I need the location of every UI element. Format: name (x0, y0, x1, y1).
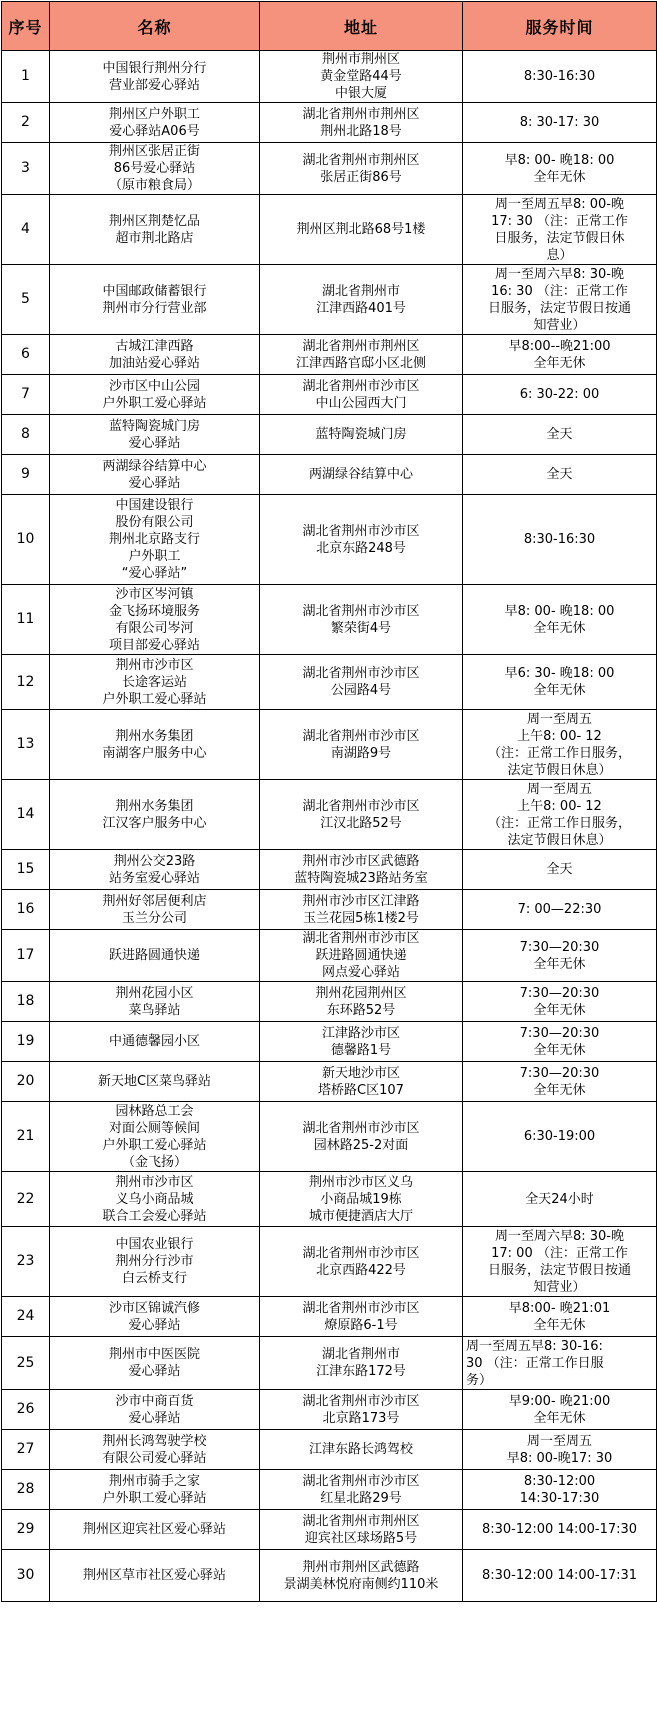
table-row (2, 1430, 657, 1470)
cell-seq: 23 (2, 1227, 50, 1297)
cell-hours: 早8:00- 晚21:01 全年无休 (463, 1297, 657, 1337)
cell-hours: 7:30—20:30 全年无休 (463, 1022, 657, 1062)
cell-seq: 7 (2, 375, 50, 415)
cell-name: 新天地C区菜鸟驿站 (50, 1062, 260, 1102)
table-row (2, 1022, 657, 1062)
cell-hours: 全天 (463, 415, 657, 455)
cell-seq: 10 (2, 495, 50, 585)
table-row (2, 1337, 657, 1390)
cell-hours: 6: 30-22: 00 (463, 375, 657, 415)
cell-address: 湖北省荆州市沙市区 江汉北路52号 (260, 780, 463, 850)
cell-seq: 18 (2, 982, 50, 1022)
table-row (2, 495, 657, 585)
cell-name: 荆州好邻居便利店 玉兰分公司 (50, 890, 260, 930)
table-row (2, 1062, 657, 1102)
cell-seq: 15 (2, 850, 50, 890)
cell-seq: 14 (2, 780, 50, 850)
cell-name: 古城江津西路 加油站爱心驿站 (50, 335, 260, 375)
column-header-name: 名称 (50, 2, 260, 51)
cell-name: 荆州水务集团 江汉客户服务中心 (50, 780, 260, 850)
cell-address: 湖北省荆州市 江津西路401号 (260, 265, 463, 335)
cell-hours: 周一至周五早8: 30-16: 30 （注：正常工作日服 务） (463, 1337, 657, 1390)
cell-hours: 7:30—20:30 全年无休 (463, 1062, 657, 1102)
cell-hours: 周一至周五 早8: 00-晚17: 30 (463, 1430, 657, 1470)
cell-seq: 1 (2, 51, 50, 103)
cell-hours: 周一至周五 上午8: 00- 12 （注：正常工作日服务， 法定节假日休息） (463, 710, 657, 780)
cell-address: 荆州市荆州区 黄金堂路44号 中银大厦 (260, 51, 463, 103)
cell-name: 荆州市中医医院 爱心驿站 (50, 1337, 260, 1390)
cell-seq: 11 (2, 585, 50, 655)
cell-seq: 6 (2, 335, 50, 375)
cell-seq: 20 (2, 1062, 50, 1102)
cell-hours: 7: 00—22:30 (463, 890, 657, 930)
table-row (2, 51, 657, 103)
cell-seq: 26 (2, 1390, 50, 1430)
table-row (2, 1390, 657, 1430)
cell-hours: 8:30-16:30 (463, 51, 657, 103)
table-row (2, 265, 657, 335)
table-row (2, 930, 657, 982)
table-row (2, 1227, 657, 1297)
cell-hours: 8:30-16:30 (463, 495, 657, 585)
cell-name: 园林路总工会 对面公厕等候间 户外职工爱心驿站 （金飞扬） (50, 1102, 260, 1172)
table-row (2, 1510, 657, 1550)
cell-address: 荆州花园荆州区 东环路52号 (260, 982, 463, 1022)
cell-hours: 8:30-12:00 14:00-17:30 (463, 1510, 657, 1550)
cell-seq: 29 (2, 1510, 50, 1550)
cell-address: 湖北省荆州市荆州区 江津西路官邸小区北侧 (260, 335, 463, 375)
cell-address: 新天地沙市区 塔桥路C区107 (260, 1062, 463, 1102)
cell-hours: 周一至周五 上午8: 00- 12 （注：正常工作日服务， 法定节假日休息） (463, 780, 657, 850)
cell-name: 跃进路圆通快递 (50, 930, 260, 982)
table-row (2, 375, 657, 415)
cell-seq: 9 (2, 455, 50, 495)
cell-seq: 13 (2, 710, 50, 780)
cell-address: 湖北省荆州市沙市区 北京西路422号 (260, 1227, 463, 1297)
service-station-table (1, 1, 657, 1602)
cell-name: 中国邮政储蓄银行 荆州市分行营业部 (50, 265, 260, 335)
cell-address: 湖北省荆州市沙市区 南湖路9号 (260, 710, 463, 780)
cell-hours: 早8: 00- 晚18: 00 全年无休 (463, 585, 657, 655)
cell-address: 江津路沙市区 德馨路1号 (260, 1022, 463, 1062)
cell-address: 江津东路长鸿驾校 (260, 1430, 463, 1470)
cell-hours: 早9:00- 晚21:00 全年无休 (463, 1390, 657, 1430)
cell-seq: 30 (2, 1550, 50, 1602)
cell-name: 荆州市沙市区 义乌小商品城 联合工会爱心驿站 (50, 1172, 260, 1227)
cell-hours: 早8: 00- 晚18: 00 全年无休 (463, 143, 657, 195)
cell-name: 沙市区锦诚汽修 爱心驿站 (50, 1297, 260, 1337)
cell-address: 荆州市沙市区义乌 小商品城19栋 城市便捷酒店大厅 (260, 1172, 463, 1227)
cell-address: 湖北省荆州市沙市区 园林路25-2对面 (260, 1102, 463, 1172)
table-row (2, 982, 657, 1022)
table-row (2, 103, 657, 143)
cell-seq: 25 (2, 1337, 50, 1390)
table-row (2, 415, 657, 455)
cell-name: 两湖绿谷结算中心 爱心驿站 (50, 455, 260, 495)
table-header-row (2, 2, 657, 51)
cell-hours: 全天24小时 (463, 1172, 657, 1227)
table-row (2, 710, 657, 780)
cell-seq: 21 (2, 1102, 50, 1172)
cell-seq: 8 (2, 415, 50, 455)
cell-name: 蓝特陶瓷城门房 爱心驿站 (50, 415, 260, 455)
cell-hours: 早6: 30- 晚18: 00 全年无休 (463, 655, 657, 710)
cell-address: 蓝特陶瓷城门房 (260, 415, 463, 455)
cell-seq: 12 (2, 655, 50, 710)
table-row (2, 585, 657, 655)
cell-name: 沙市区中山公园 户外职工爱心驿站 (50, 375, 260, 415)
table-row (2, 1550, 657, 1602)
cell-name: 中国建设银行 股份有限公司 荆州北京路支行 户外职工 “爱心驿站” (50, 495, 260, 585)
cell-address: 湖北省荆州市荆州区 张居正街86号 (260, 143, 463, 195)
cell-hours: 8:30-12:00 14:00-17:31 (463, 1550, 657, 1602)
cell-seq: 19 (2, 1022, 50, 1062)
cell-hours: 6:30-19:00 (463, 1102, 657, 1172)
cell-name: 荆州区荆楚忆品 超市荆北路店 (50, 195, 260, 265)
cell-hours: 早8:00--晚21:00 全年无休 (463, 335, 657, 375)
table-row (2, 1102, 657, 1172)
cell-name: 荆州公交23路 站务室爱心驿站 (50, 850, 260, 890)
cell-hours: 周一至周五早8: 00-晚 17: 30 （注：正常工作 日服务，法定节假日休 息） (463, 195, 657, 265)
table-row (2, 1470, 657, 1510)
table-row (2, 143, 657, 195)
cell-name: 荆州区草市社区爱心驿站 (50, 1550, 260, 1602)
column-header-seq: 序号 (2, 2, 50, 51)
cell-name: 荆州长鸿驾驶学校 有限公司爱心驿站 (50, 1430, 260, 1470)
cell-address: 荆州市沙市区江津路 玉兰花园5栋1楼2号 (260, 890, 463, 930)
cell-seq: 3 (2, 143, 50, 195)
cell-address: 湖北省荆州市 江津东路172号 (260, 1337, 463, 1390)
cell-address: 湖北省荆州市沙市区 公园路4号 (260, 655, 463, 710)
cell-name: 中通德馨园小区 (50, 1022, 260, 1062)
cell-hours: 周一至周六早8: 30-晚 17: 00 （注：正常工作 日服务，法定节假日按通 知营业） (463, 1227, 657, 1297)
cell-address: 湖北省荆州市沙市区 北京路173号 (260, 1390, 463, 1430)
cell-name: 荆州花园小区 菜鸟驿站 (50, 982, 260, 1022)
cell-name: 中国银行荆州分行 营业部爱心驿站 (50, 51, 260, 103)
cell-address: 湖北省荆州市沙市区 燎原路6-1号 (260, 1297, 463, 1337)
table-row (2, 890, 657, 930)
cell-seq: 5 (2, 265, 50, 335)
cell-address: 湖北省荆州市沙市区 跃进路圆通快递 网点爱心驿站 (260, 930, 463, 982)
cell-address: 荆州市荆州区武德路 景湖美林悦府南侧约110米 (260, 1550, 463, 1602)
cell-name: 荆州水务集团 南湖客户服务中心 (50, 710, 260, 780)
column-header-address: 地址 (260, 2, 463, 51)
cell-name: 荆州区张居正街 86号爱心驿站 （原市粮食局） (50, 143, 260, 195)
cell-hours: 7:30—20:30 全年无休 (463, 930, 657, 982)
cell-seq: 17 (2, 930, 50, 982)
column-header-hours: 服务时间 (463, 2, 657, 51)
cell-address: 荆州市沙市区武德路 蓝特陶瓷城23路站务室 (260, 850, 463, 890)
cell-hours: 全天 (463, 850, 657, 890)
cell-hours: 8:30-12:00 14:30-17:30 (463, 1470, 657, 1510)
table-row (2, 850, 657, 890)
cell-name: 沙市中商百货 爱心驿站 (50, 1390, 260, 1430)
cell-seq: 2 (2, 103, 50, 143)
table-row (2, 335, 657, 375)
cell-seq: 24 (2, 1297, 50, 1337)
cell-address: 湖北省荆州市荆州区 荆州北路18号 (260, 103, 463, 143)
table-row (2, 1172, 657, 1227)
cell-seq: 4 (2, 195, 50, 265)
table-row (2, 455, 657, 495)
cell-hours: 8: 30-17: 30 (463, 103, 657, 143)
cell-seq: 22 (2, 1172, 50, 1227)
cell-address: 湖北省荆州市沙市区 中山公园西大门 (260, 375, 463, 415)
cell-address: 湖北省荆州市荆州区 迎宾社区球场路5号 (260, 1510, 463, 1550)
table-row (2, 1297, 657, 1337)
cell-name: 荆州区户外职工 爱心驿站A06号 (50, 103, 260, 143)
cell-name: 沙市区岑河镇 金飞扬环境服务 有限公司岑河 项目部爱心驿站 (50, 585, 260, 655)
cell-address: 湖北省荆州市沙市区 北京东路248号 (260, 495, 463, 585)
cell-seq: 27 (2, 1430, 50, 1470)
table-row (2, 780, 657, 850)
cell-seq: 28 (2, 1470, 50, 1510)
cell-name: 荆州市骑手之家 户外职工爱心驿站 (50, 1470, 260, 1510)
table-row (2, 655, 657, 710)
cell-hours: 周一至周六早8: 30-晚 16: 30 （注：正常工作 日服务，法定节假日按通 知营业） (463, 265, 657, 335)
cell-address: 荆州区荆北路68号1楼 (260, 195, 463, 265)
cell-address: 湖北省荆州市沙市区 红星北路29号 (260, 1470, 463, 1510)
cell-hours: 7:30—20:30 全年无休 (463, 982, 657, 1022)
cell-hours: 全天 (463, 455, 657, 495)
cell-address: 湖北省荆州市沙市区 繁荣街4号 (260, 585, 463, 655)
cell-address: 两湖绿谷结算中心 (260, 455, 463, 495)
cell-name: 中国农业银行 荆州分行沙市 白云桥支行 (50, 1227, 260, 1297)
table-row (2, 195, 657, 265)
cell-name: 荆州市沙市区 长途客运站 户外职工爱心驿站 (50, 655, 260, 710)
cell-name: 荆州区迎宾社区爱心驿站 (50, 1510, 260, 1550)
cell-seq: 16 (2, 890, 50, 930)
